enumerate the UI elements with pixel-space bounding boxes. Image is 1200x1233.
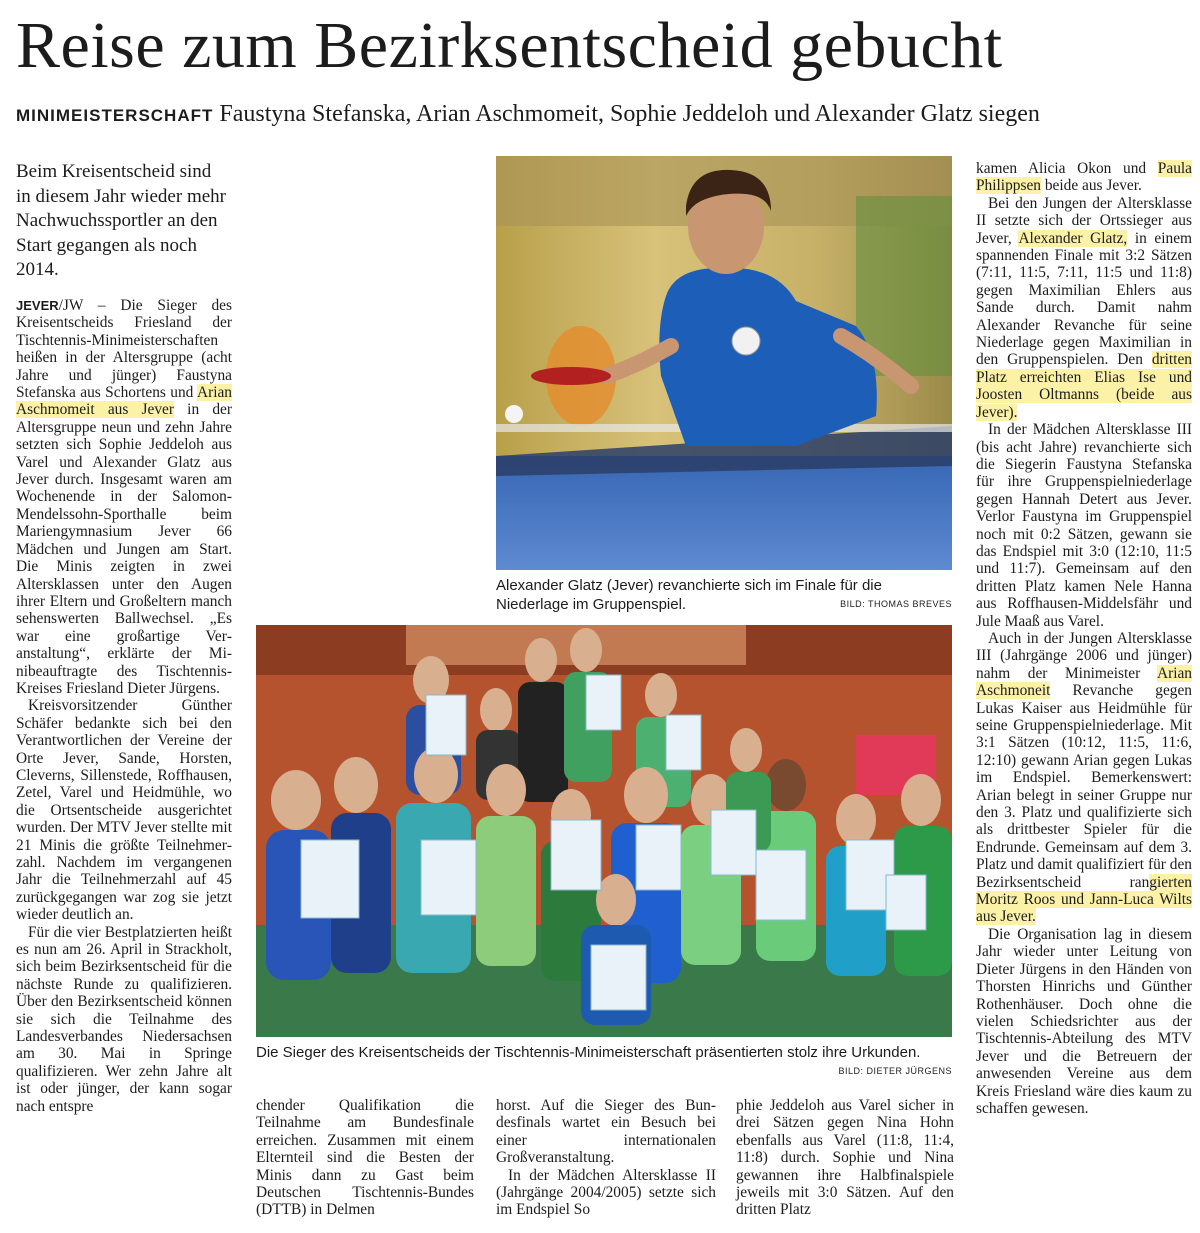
text: /JW – Die Sieger des Kreisentscheids Friesland der Tischtennis-Minimeisterschaften heißen in der Altersgruppe (acht Jahre und jünger) Faustyna Stefanska aus Schortens und (16, 297, 232, 402)
headline: Reise zum Bezirksentscheid gebucht (16, 9, 1003, 82)
paragraph: In der Mädchen Altersklasse III (bis acht Jahre) revanchierte sich die Siegerin Faustyna Stefanska für ihre Gruppenspielniederlage gegen Hannah Detert aus Jever. Verlor Faustyna im Gruppenspiel noch mit 0:2 Sätzen, gewann sie das Endspiel mit 3:0 (12:10, 11:5 und 11:7). Gemeinsam auf den dritten Platz kamen Nele Hanna aus Roffhausen-Middelsfähr und Jule Maaß aus Varel. (976, 421, 1192, 630)
highlight: dritten Platz erreichten Elias Ise und Joosten Oltmanns (beide aus Jever). (976, 351, 1192, 421)
dateline: JEVER (16, 298, 59, 313)
photo-credit: BILD: THOMAS BREVES (840, 599, 952, 609)
highlight: Paula Philippsen (976, 160, 1192, 195)
highlight: Arian Aschmomeit aus Jever (16, 384, 232, 419)
article-column-1 (16, 297, 232, 1115)
photo1-caption (496, 576, 952, 616)
photo-table-tennis-player (496, 156, 952, 570)
kicker: MINIMEISTERSCHAFT (16, 106, 214, 125)
highlight: Arian Aschmoneit (976, 664, 1192, 700)
article-column-3 (496, 1097, 716, 1219)
paragraph: chender Qualifikation die Teilnahme am Bundesfinale erreichen. Zusammen mit einem Elternteil sind die Besten der Minis dann zu Gast beim Deutschen Tischtennis-Bundes (DTTB) in Delmen (256, 1097, 474, 1219)
paragraph: Kreisvorsitzender Günther Schäfer bedankte sich bei den Verantwortlichen der Vereine der Orte Jever, Sande, Horsten, Cleverns, Sillenstede, Roffhausen, Zetel, Varel und Heidmühle, wo die Ortsentscheide ausgerichtet wurden. Der MTV Jever stellte mit 21 Minis die größte Teilnehmerzahl. Nachdem im vergangenen Jahr die Teilnehmerzahl auf 45 zurückgegangen war zog sie jetzt wieder deutlich an. (16, 697, 232, 924)
caption-text: Die Sieger des Kreisentscheids der Tischtennis-Minimeisterschaft präsentierten stolz ihre Urkunden. (256, 1044, 921, 1061)
article-column-2 (256, 1097, 474, 1219)
text: kamen Alicia Okon und (976, 160, 1158, 177)
paragraph: horst. Auf die Sieger des Bundesfinals wartet ein Besuch bei einer internationalen Großveranstaltung. (496, 1097, 716, 1167)
text: beide aus Jever. (1041, 177, 1142, 195)
deck: Faustyna Stefanska, Arian Aschmomeit, Sophie Jeddeloh und Alexander Glatz siegen (219, 101, 1040, 127)
text: in einem spannenden Finale mit 3:2 Sätzen (7:11, 11:5, 7:11, 11:5 und 11:8) gegen Maximilian Ehlers aus Sande durch. Damit nahm Alexander Revanche für seine Niederlage gegen Maximilian in den Gruppenspielen. Den (976, 229, 1192, 369)
paragraph: phie Jeddeloh aus Varel sicher in drei Sätzen gegen Nina Hohn ebenfalls aus Varel (11:8, 11:4, 11:8) durch. Sophie und Nina gewannen ihre Halbfinalspiele jeweils mit 3:0 Sätzen. Auf den dritten Platz (736, 1097, 954, 1219)
caption-text: Alexander Glatz (Jever) revanchierte sich im Finale für die Niederlage im Gruppenspiel. (496, 577, 882, 613)
intro-teaser: Beim Kreisentscheid sind in diesem Jahr wieder mehr Nachwuchssportler an den Start gegangen als noch 2014. (16, 161, 226, 280)
paragraph: In der Mädchen Altersklasse II (Jahrgänge 2004/2005) setzte sich im Endspiel So (496, 1166, 716, 1219)
article-column-4 (736, 1097, 954, 1219)
text: in der Altersgruppe neun und zehn Jahre setzten sich Sophie Jeddeloh aus Varel und Alexander Glatz aus Jever durch. Insgesamt waren am Wochenende in der Salomon-Mendelssohn-Sporthalle beim Mariengymnasium Jever 66 Mädchen und Jungen am Start. Die Minis zeigten in zwei Altersklassen unter den Augen ihrer Eltern und Großeltern manch sehenswerten Ballwechsel. „Es war eine großartige Veranstaltung“, erklärte der Minibeauftragte des Tischtennis-Kreises Friesland Dieter Jürgens. (16, 401, 232, 697)
paragraph: Für die vier Bestplatzierten heißt es nun am 26. April in Strackholt, sich beim Bezirksentscheid für die nächste Runde zu qualifizieren. Über den Bezirksentscheid können sie sich die Teilnahme des Landesverbandes Niedersachsen am 30. Mai in Springe qualifizieren. Wer zehn Jahre alt ist oder jünger, der kann sogar nach entspre (16, 923, 232, 1115)
paragraph: Die Organisation lag in diesem Jahr wieder unter Leitung von Dieter Jürgens in den Händen von Thorsten Hinrichs und Günther Rothenhäuser. Doch ohne die vielen Schiedsrichter aus der Tischtennis-Abteilung des MTV Jever und die Betreuern der anwesenden Vereine aus dem Kreis Friesland wäre dies kaum zu schaffen gewesen. (976, 925, 1192, 1117)
photo2-caption (256, 1043, 952, 1083)
photo-credit: BILD: DIETER JÜRGENS (838, 1066, 952, 1076)
highlight: gierten Moritz Roos und Jann-Luca Wilts aus Jever. (976, 873, 1192, 926)
subline (16, 101, 1196, 128)
text: Bei den Jungen der Altersklasse II setzte sich der Ortssieger aus Jever, (976, 194, 1192, 247)
highlight: Alexander Glatz, (1018, 229, 1128, 247)
text: Auch in der Jungen Altersklasse III (Jahrgänge 2006 und jünger) nahm der Minimeister (976, 629, 1192, 682)
article-column-5 (976, 160, 1192, 1117)
text: Revanche gegen Lukas Kaiser aus Heidmühle für seine Gruppenspielniederlage. Mit 3:1 Sätzen (10:12, 11:5, 11:6, 12:10) gewann Arian gegen Lukas im Endspiel. Bemerkenswert: Arian belegt in seiner Gruppe nur den 3. Platz und qualifizierte sich als drittbester Spieler für die Endrunde. Gemeinsam auf dem 3. Platz und damit qualifiziert für den Bezirksentscheid ran (976, 682, 1192, 891)
photo-group-of-winners (256, 625, 952, 1037)
